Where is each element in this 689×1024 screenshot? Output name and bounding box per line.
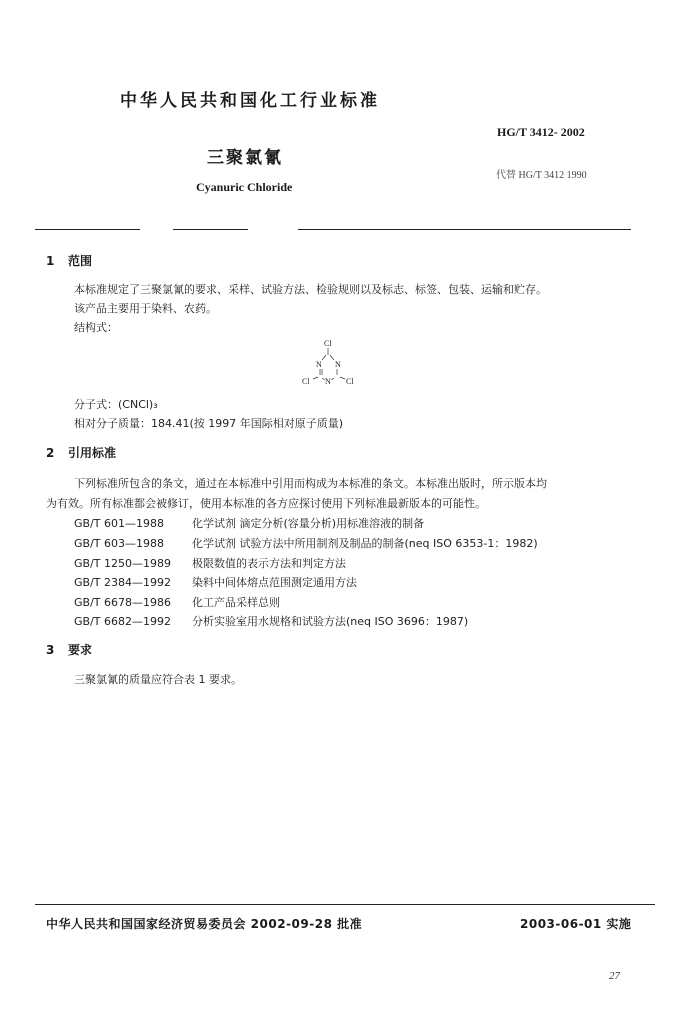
reference-code: GB/T 603—1988 (74, 537, 164, 550)
section-heading (46, 252, 92, 269)
chlorine-atom-label: Cl (346, 377, 354, 386)
reference-title: 极限数值的表示方法和判定方法 (192, 557, 346, 570)
english-title: Cyanuric Chloride (196, 180, 293, 194)
replaces-standard: 代替 HG/T 3412 1990 (496, 170, 587, 181)
paragraph: 下列标准所包含的条文，通过在本标准中引用而构成为本标准的条文。本标准出版时，所示版本均 (74, 477, 547, 490)
page-number: 27 (609, 970, 620, 982)
section-heading (46, 641, 92, 658)
chlorine-atom-label: Cl (324, 339, 332, 348)
bond-line (330, 355, 334, 360)
header-divider (35, 229, 140, 230)
footer-divider (35, 904, 655, 905)
effective-date: 2003-06-01 实施 (520, 917, 632, 931)
molecular-mass: 相对分子质量：184.41(按 1997 年国际相对原子质量) (74, 417, 344, 430)
bond-line (340, 377, 345, 379)
standard-code: HG/T 3412- 2002 (497, 125, 585, 139)
reference-title: 分析实验室用水规格和试验方法(neq ISO 3696：1987) (192, 615, 469, 628)
document-title: 三聚氯氰 (207, 148, 283, 168)
bond-line (331, 378, 334, 380)
paragraph: 该产品主要用于染料、农药。 (74, 302, 217, 315)
section-title: 要求 (68, 643, 93, 657)
paragraph: 为有效。所有标准都会被修订，使用本标准的各方应探讨使用下列标准最新版本的可能性。 (46, 497, 486, 510)
reference-title: 染料中间体熔点范围测定通用方法 (192, 576, 357, 589)
reference-title: 化学试剂 滴定分析(容量分析)用标准溶液的制备 (192, 517, 425, 530)
structural-formula (300, 338, 370, 390)
section-number: 2 (46, 446, 55, 460)
reference-code: GB/T 2384—1992 (74, 576, 171, 589)
standard-type-heading: 中华人民共和国化工行业标准 (120, 91, 380, 111)
reference-item (74, 613, 468, 629)
molecular-formula: 分子式：(CNCl)₃ (74, 398, 158, 411)
paragraph: 本标准规定了三聚氯氰的要求、采样、试验方法、检验规则以及标志、标签、包装、运输和贮存。 (74, 283, 547, 296)
reference-title: 化工产品采样总则 (192, 596, 280, 609)
issuer-approval: 中华人民共和国国家经济贸易委员会 2002-09-28 批准 (46, 917, 363, 931)
header-divider (173, 229, 248, 230)
section-number: 1 (46, 254, 55, 268)
reference-code: GB/T 6682—1992 (74, 615, 171, 628)
reference-item (74, 574, 357, 590)
reference-item (74, 515, 424, 531)
reference-title: 化学试剂 试验方法中所用制剂及制品的制备(neq ISO 6353-1：1982) (192, 537, 538, 550)
reference-code: GB/T 6678—1986 (74, 596, 171, 609)
nitrogen-atom-label: N (316, 360, 322, 369)
reference-item (74, 535, 538, 551)
paragraph: 三聚氯氰的质量应符合表 1 要求。 (74, 673, 242, 686)
chlorine-atom-label: Cl (302, 377, 310, 386)
section-title: 范围 (68, 254, 93, 268)
reference-item (74, 555, 346, 571)
section-number: 3 (46, 643, 55, 657)
section-heading (46, 444, 116, 461)
nitrogen-atom-label: N (325, 377, 331, 386)
nitrogen-atom-label: N (335, 360, 341, 369)
section-title: 引用标准 (68, 446, 117, 460)
reference-item (74, 594, 280, 610)
reference-code: GB/T 601—1988 (74, 517, 164, 530)
bond-line (313, 377, 318, 379)
structure-label: 结构式： (74, 321, 118, 334)
reference-code: GB/T 1250—1989 (74, 557, 171, 570)
header-divider (298, 229, 631, 230)
bond-line (322, 355, 326, 360)
